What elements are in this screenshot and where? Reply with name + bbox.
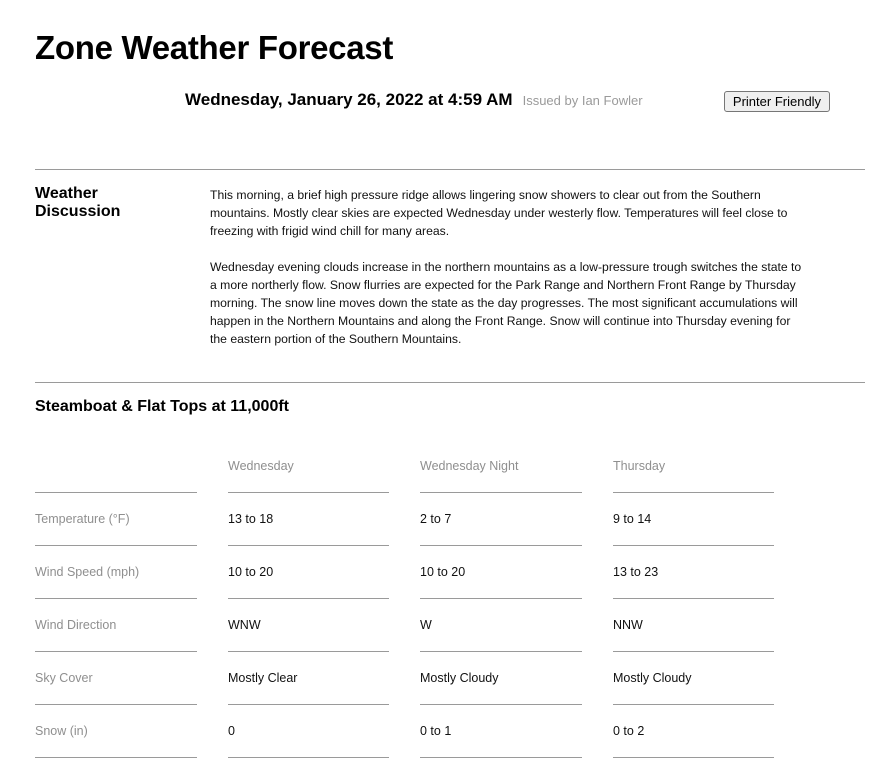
row-label: Wind Direction <box>35 599 197 652</box>
discussion-paragraph: Wednesday evening clouds increase in the northern mountains as a low-pressure trough switches the state to a more northerly flow. Snow flurries are expected for the Park Range and Northern Front Range by Thursday morning. The snow line moves down the state as the day progresses. The most significant accumulations will happen in the Northern Mountains and along the Front Range. Snow will continue into Thursday evening for the eastern portion of the Southern Mountains. <box>210 260 802 346</box>
discussion-paragraph: This morning, a brief high pressure ridge allows lingering snow showers to clear out from the Southern mountains. Mostly clear skies are expected Wednesday under westerly flow. Temperatures will feel close to freezing with frigid wind chill for many areas. <box>210 188 788 238</box>
table-cell: WNW <box>228 599 389 652</box>
issued-date: Wednesday, January 26, 2022 at 4:59 AM <box>185 90 513 109</box>
row-label: Sky Cover <box>35 652 197 705</box>
row-label: Wind Speed (mph) <box>35 546 197 599</box>
period-header: Wednesday <box>228 440 389 493</box>
table-cell: Mostly Clear <box>228 652 389 705</box>
section-divider <box>35 382 865 383</box>
table-cell: 9 to 14 <box>613 493 774 546</box>
zone-title: Steamboat & Flat Tops at 11,000ft <box>35 398 289 415</box>
table-cell: 2 to 7 <box>420 493 582 546</box>
issued-by: Issued by Ian Fowler <box>522 93 643 108</box>
table-cell: 0 to 1 <box>420 705 582 758</box>
discussion-heading: Weather Discussion <box>35 185 121 220</box>
discussion-body <box>210 186 806 348</box>
period-header: Thursday <box>613 440 774 493</box>
table-cell: 10 to 20 <box>228 546 389 599</box>
row-label: Snow (in) <box>35 705 197 758</box>
table-cell: 10 to 20 <box>420 546 582 599</box>
page-title: Zone Weather Forecast <box>35 29 394 66</box>
table-cell: W <box>420 599 582 652</box>
table-cell: 0 to 2 <box>613 705 774 758</box>
period-header: Wednesday Night <box>420 440 582 493</box>
section-divider <box>35 169 865 170</box>
issued-info <box>185 90 643 112</box>
table-cell: Mostly Cloudy <box>420 652 582 705</box>
table-cell: NNW <box>613 599 774 652</box>
table-cell: 13 to 18 <box>228 493 389 546</box>
table-cell: 13 to 23 <box>613 546 774 599</box>
row-label: Temperature (°F) <box>35 493 197 546</box>
printer-friendly-button[interactable]: Printer Friendly <box>724 91 830 112</box>
header-empty-cell <box>35 440 197 493</box>
table-cell: 0 <box>228 705 389 758</box>
table-cell: Mostly Cloudy <box>613 652 774 705</box>
